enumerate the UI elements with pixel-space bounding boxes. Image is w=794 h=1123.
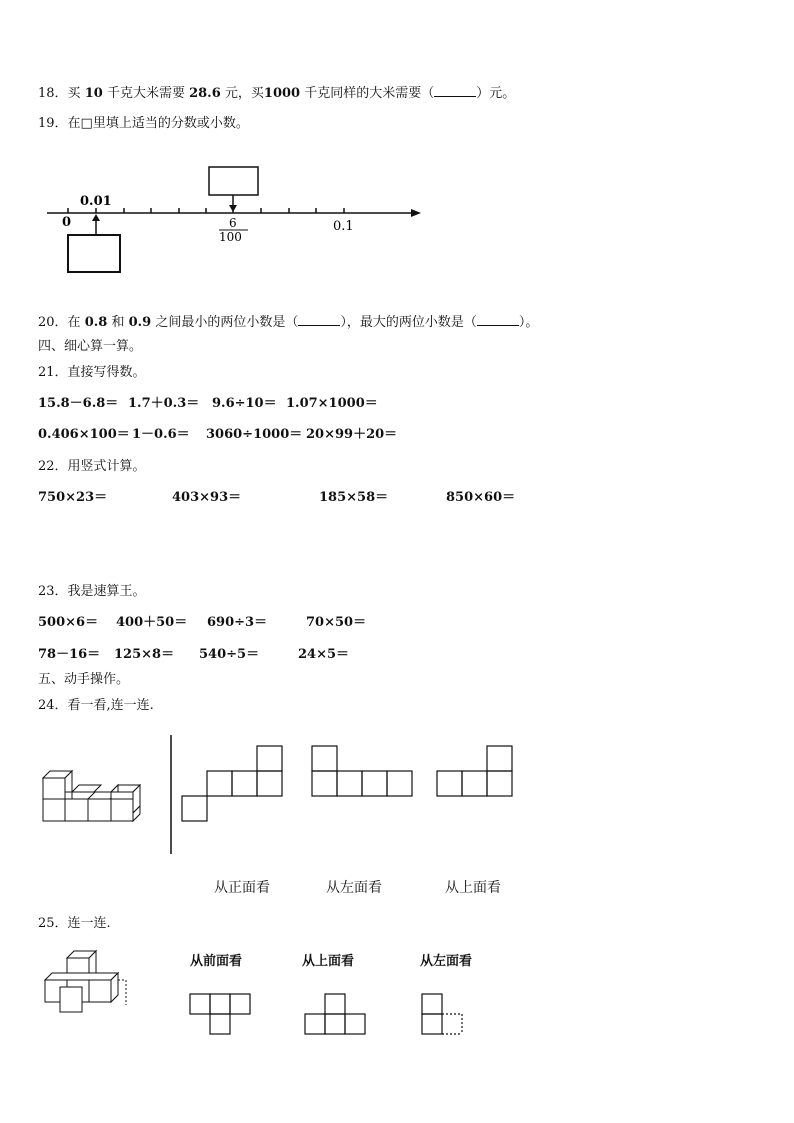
expr: 750×23＝ <box>38 490 108 505</box>
question-22-title: 22．用竖式计算。 <box>38 459 146 474</box>
expr: 403×93＝ <box>172 490 242 505</box>
view-option-top[interactable] <box>305 994 365 1034</box>
expr: 20×99＋20＝ <box>306 427 398 442</box>
q25-caption-front: 从前面看 <box>190 954 243 969</box>
q24-caption-top: 从上面看 <box>445 880 501 896</box>
section-5-heading: 五、动手操作。 <box>38 672 130 687</box>
q25-caption-left: 从左面看 <box>420 954 473 969</box>
expr: 1.7＋0.3＝ <box>128 396 200 411</box>
q25-caption-top: 从上面看 <box>302 954 355 969</box>
expr: 690÷3＝ <box>207 615 268 630</box>
view-option-front[interactable] <box>190 994 250 1034</box>
expr: 125×8＝ <box>114 647 175 662</box>
question-20: 20．在 0.8 和 0.9 之间最小的两位小数是（ ），最大的两位小数是（ ）。 <box>38 315 539 330</box>
label-zero: 0 <box>62 215 72 230</box>
question-23-title: 23．我是速算王。 <box>38 584 146 599</box>
q18-number: 18． <box>38 86 68 101</box>
view-option-left[interactable] <box>422 994 462 1034</box>
q24-caption-front: 从正面看 <box>214 880 270 896</box>
cube-solid-figure-2 <box>45 951 126 1012</box>
section-4-heading: 四、细心算一算。 <box>38 339 143 354</box>
expr: 850×60＝ <box>446 490 516 505</box>
label-0-1: 0.1 <box>333 219 354 234</box>
expr: 3060÷1000＝ <box>206 427 303 442</box>
expr: 185×58＝ <box>319 490 389 505</box>
expr: 400＋50＝ <box>116 615 188 630</box>
expr: 70×50＝ <box>306 615 367 630</box>
label-0-01: 0.01 <box>80 194 112 209</box>
question-19: 19．在□里填上适当的分数或小数。 <box>38 116 249 131</box>
expr: 500×6＝ <box>38 615 99 630</box>
label-frac-den: 100 <box>219 230 242 244</box>
question-25-title: 25．连一连. <box>38 916 111 931</box>
expr: 0.406×100＝ <box>38 427 130 442</box>
question-18: 18．买 10 千克大米需要 28.6 元，买1000 千克同样的大米需要（ ）元。 <box>38 86 516 101</box>
expr: 15.8－6.8＝ <box>38 396 119 411</box>
question-21-title: 21．直接写得数。 <box>38 365 146 380</box>
expr: 1－0.6＝ <box>132 427 190 442</box>
expr: 540÷5＝ <box>199 647 260 662</box>
q24-caption-left: 从左面看 <box>326 880 382 896</box>
question-24-title: 24．看一看,连一连. <box>38 698 154 713</box>
expr: 1.07×1000＝ <box>286 396 378 411</box>
expr: 9.6÷10＝ <box>212 396 277 411</box>
expr: 78－16＝ <box>38 647 101 662</box>
label-frac-num: 6 <box>229 216 237 230</box>
expr: 24×5＝ <box>298 647 350 662</box>
